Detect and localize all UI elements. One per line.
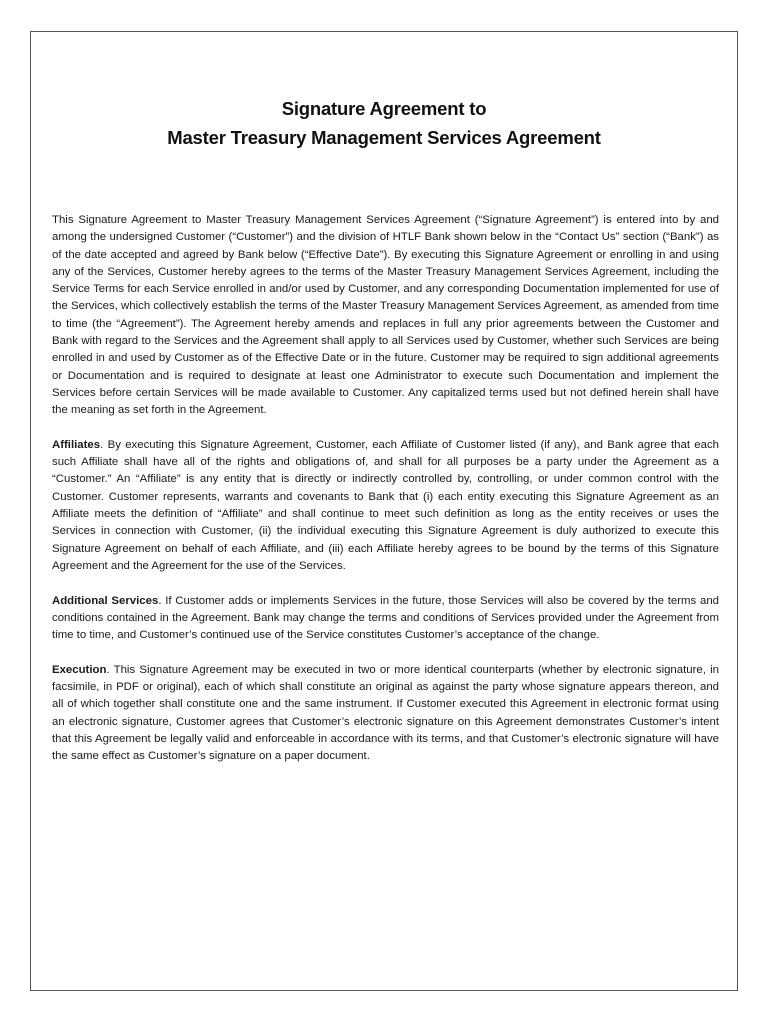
additional-services-heading: Additional Services	[52, 594, 159, 607]
affiliates-paragraph	[52, 437, 719, 575]
document-page	[30, 31, 738, 991]
execution-paragraph	[52, 662, 719, 766]
additional-services-text: . If Customer adds or implements Services in the future, those Services will also be covered by the terms and conditions contained in the Agreement. Bank may change the terms and conditions of Services provided under the Agreement from time to time, and Customer’s continued use of the Service constitutes Customer’s acceptance of the change.	[52, 594, 720, 642]
affiliates-heading: Affiliates	[52, 438, 101, 451]
document-body	[52, 212, 719, 783]
additional-services-paragraph	[52, 593, 719, 645]
document-title	[31, 94, 737, 152]
title-line-2: Master Treasury Management Services Agreement	[167, 127, 601, 148]
title-line-1: Signature Agreement to	[281, 98, 487, 119]
execution-heading: Execution	[52, 663, 107, 676]
intro-paragraph: This Signature Agreement to Master Treasury Management Services Agreement (“Signature Agreement”) is entered into by and among the undersigned Customer (“Customer”) and the division of HTLF Bank shown below in the “Contact Us” section (“Bank”) as of the date accepted and agreed by Bank below (“Effective Date”). By executing this Signature Agreement or enrolling in and using any of the Services, Customer hereby agrees to the terms of the Master Treasury Management Services Agreement, including the Service Terms for each Service enrolled in and/or used by Customer, and any corresponding Documentation implemented for use of the Services, which collectively establish the terms of the Master Treasury Management Services Agreement, as amended from time to time (the “Agreement”). The Agreement hereby amends and replaces in full any prior agreements between the Customer and Bank with regard to the Services and the Agreement shall apply to all Services used by Customer, whether such Services are being enrolled in and used by Customer as of the Effective Date or in the future. Customer may be required to sign additional agreements or Documentation and is required to designate at least one Administrator to execute such Documentation and implement the Services before certain Services will be made available to Customer. Any capitalized terms used but not defined herein shall have the meaning as set forth in the Agreement.	[52, 214, 719, 417]
affiliates-text: . By executing this Signature Agreement, Customer, each Affiliate of Customer listed (if any), and Bank agree that each such Affiliate shall have all of the rights and obligations of, and shall for all purposes be a party under the Agreement as a “Customer.” An “Affiliate” is any entity that is directly or indirectly controlled by, controlling, or under common control with the Customer. Customer represents, warrants and covenants to Bank that (i) each entity executing this Signature Agreement as an Affiliate meets the definition of “Affiliate” and shall continue to meet such definition as long as the entity receives or uses the Services in connection with Customer, (ii) the individual executing this Signature Agreement is duly authorized to execute this Signature Agreement on behalf of each Affiliate, and (iii) each Affiliate hereby agrees to be bound by the terms of this Signature Agreement and the Agreement for the use of the Services.	[52, 438, 719, 572]
execution-text: . This Signature Agreement may be executed in two or more identical counterparts (whether by electronic signature, in facsimile, in PDF or original), each of which shall constitute an original as against the party whose signature appears thereon, and all of which together shall constitute one and the same instrument. If Customer executed this Agreement in electronic format using an electronic signature, Customer agrees that Customer’s electronic signature on this Agreement demonstrates Customer’s intent that this Agreement be legally valid and enforceable in accordance with its terms, and that Customer’s electronic signature will have the same effect as Customer’s signature on a paper document.	[52, 663, 719, 763]
